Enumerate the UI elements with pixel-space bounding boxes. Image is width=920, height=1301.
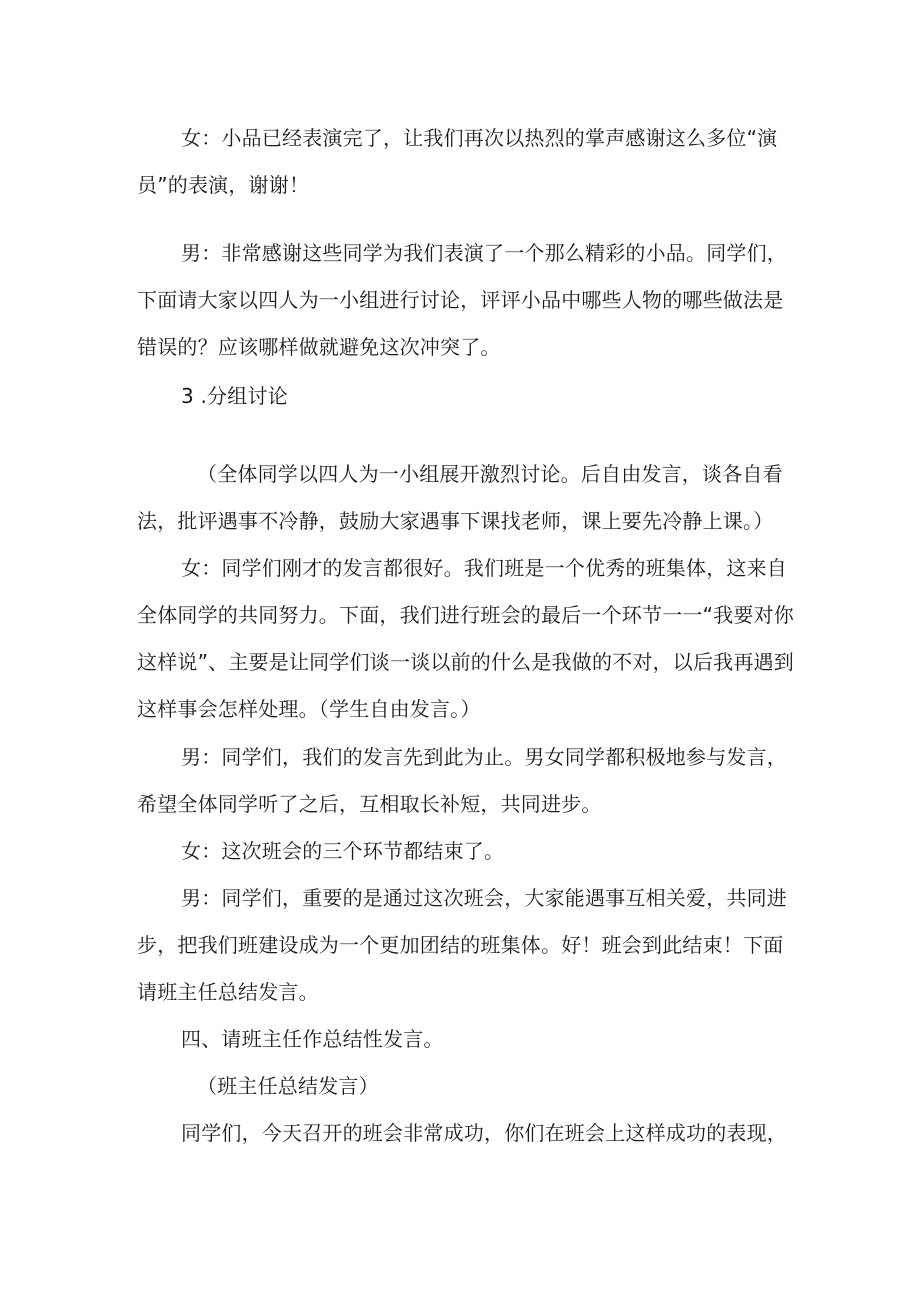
- paragraph-male-closing: 男：同学们，重要的是通过这次班会，大家能遇事互相关爱，共同进步，把我们班建设成为一个更加团结的班集体。好！班会到此结束！下面请班主任总结发言。: [137, 886, 787, 1004]
- paragraph-teacher-speech: 同学们，今天召开的班会非常成功，你们在班会上这样成功的表现，: [181, 1121, 787, 1145]
- paragraph-female-thanks-actors: 女：小品已经表演完了，让我们再次以热烈的掌声感谢这么多位“演员”的表演，谢谢！: [137, 126, 778, 197]
- paragraph-female-segments-end: 女：这次班会的三个环节都结束了。: [181, 839, 505, 863]
- paragraph-male-discussion-intro: 男：非常感谢这些同学为我们表演了一个那么精彩的小品。同学们，下面请大家以四人为一小组进行讨论，评评小品中哪些人物的哪些做法是错误的？应该哪样做就避免这次冲突了。: [137, 241, 787, 359]
- paragraph-discussion-note: （全体同学以四人为一小组展开激烈讨论。后自由发言，谈各自看法，批评遇事不冷静，鼓励大家遇事下课找老师，课上要先冷静上课。）: [137, 462, 783, 533]
- paragraph-teacher-summary-note: （班主任总结发言）: [197, 1074, 379, 1098]
- section-heading-group-discussion: 3 .分组讨论: [181, 384, 288, 408]
- paragraph-male-wrap-up: 男：同学们，我们的发言先到此为止。男女同学都积极地参与发言，希望全体同学听了之后，互相取长补短，共同进步。: [137, 745, 787, 816]
- paragraph-female-final-segment: 女：同学们刚才的发言都很好。我们班是一个优秀的班集体，这来自全体同学的共同努力。下面，我们进行班会的最后一个环节一一“我要对你这样说”、主要是让同学们谈一谈以前的什么是我做的不对，以后我再遇到这样事会怎样处理。（学生自由发言。）: [137, 556, 794, 721]
- section-heading-teacher-summary: 四、请班主任作总结性发言。: [181, 1027, 444, 1051]
